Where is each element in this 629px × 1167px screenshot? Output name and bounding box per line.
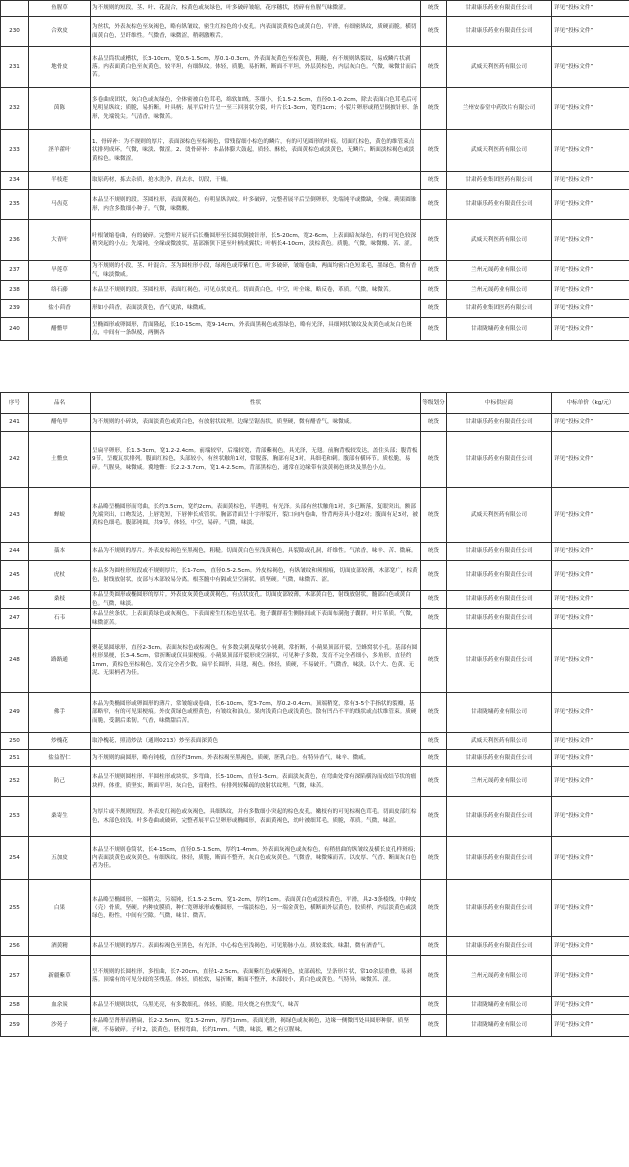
row-number: 259	[1, 1015, 29, 1037]
supplier: 甘肃康乐药业有限责任公司	[447, 937, 552, 956]
supplier: 甘肃康乐药业有限责任公司	[447, 880, 552, 937]
table-row	[1, 956, 629, 997]
row-number: 244	[1, 543, 29, 561]
drug-description: 本品呈不规则块状，乌黑光亮，有多数细孔。体轻，质脆。用火烧之有焦发气，味苦	[91, 997, 421, 1015]
grade: 统货	[421, 937, 447, 956]
row-number: 242	[1, 432, 29, 488]
table-row	[1, 130, 629, 172]
grade: 统货	[421, 300, 447, 318]
drug-description: 为不规则的小碎块，表面淡黄色或黄白色，有放射状纹理。边缘呈锯齿状，质坚硬，微有醋香气，味微咸。	[91, 414, 421, 432]
grade: 统货	[421, 414, 447, 432]
table-row	[1, 414, 629, 432]
table-row	[1, 88, 629, 130]
supplier: 甘肃康乐药业有限责任公司	[447, 1, 552, 17]
price: 详见“投标文件”	[552, 414, 629, 432]
grade: 统货	[421, 609, 447, 629]
drug-description: 本品略呈肾形而稍扁，长2-2.5mm，宽1.5-2mm，厚约1mm。表面光滑，褐绿色或灰褐色，边缘一侧微凹处具圆形种脐。质坚硬，不易破碎。子叶2，淡黄色，胚根弯曲，长约1mm。气微，味淡，嚼之有豆腥味。	[91, 1015, 421, 1037]
drug-description: 本品呈不规则的厚片。表面棕褐色至黑色，有光泽，中心棕色至浅褐色，可见筋脉小点。质较柔软。味甜，微有酒香气。	[91, 937, 421, 956]
row-number: 246	[1, 591, 29, 609]
supplier: 武威天利医药有限公司	[447, 220, 552, 261]
drug-name: 土鳖虫	[29, 432, 91, 488]
drug-table-top	[0, 0, 629, 341]
drug-name: 血余炭	[29, 997, 91, 1015]
grade: 统货	[421, 220, 447, 261]
table-row	[1, 693, 629, 733]
drug-name: 盐益智仁	[29, 750, 91, 767]
supplier: 武威天利医药有限公司	[447, 47, 552, 88]
supplier: 甘肃药业集团医药有限公司	[447, 300, 552, 318]
grade: 统货	[421, 956, 447, 997]
supplier: 甘肃康乐药业有限责任公司	[447, 190, 552, 220]
supplier: 武威天利医药有限公司	[447, 488, 552, 543]
table-row	[1, 1, 629, 17]
price: 详见“投标文件”	[552, 220, 629, 261]
drug-description: 为不规则的短段，茎、叶、花混合，棕黄色或灰绿色，叶多破碎皱缩，花序穗状，搓碎有鱼腥气味微涩。	[91, 1, 421, 17]
supplier: 甘肃陇墉药业有限公司	[447, 318, 552, 341]
supplier: 兰州元晟药业有限公司	[447, 261, 552, 281]
table-row	[1, 488, 629, 543]
price: 详见“投标文件”	[552, 17, 629, 47]
row-number: 238	[1, 281, 29, 300]
price: 详见“投标文件”	[552, 750, 629, 767]
table-row	[1, 561, 629, 591]
supplier: 甘肃康乐药业有限责任公司	[447, 629, 552, 693]
price: 详见“投标文件”	[552, 190, 629, 220]
drug-name: 旱莲草	[29, 261, 91, 281]
grade: 统货	[421, 190, 447, 220]
drug-name: 藁本	[29, 543, 91, 561]
row-number: 245	[1, 561, 29, 591]
supplier: 甘肃康乐药业有限责任公司	[447, 432, 552, 488]
grade: 统货	[421, 88, 447, 130]
drug-name: 佛手	[29, 693, 91, 733]
price: 详见“投标文件”	[552, 767, 629, 797]
table-header-row	[1, 393, 629, 414]
price: 详见“投标文件”	[552, 318, 629, 341]
grade: 统货	[421, 432, 447, 488]
price: 详见“投标文件”	[552, 880, 629, 937]
row-number: 250	[1, 733, 29, 750]
table-row	[1, 837, 629, 880]
grade: 统货	[421, 797, 447, 837]
row-number: 252	[1, 767, 29, 797]
grade: 统货	[421, 880, 447, 937]
table-row	[1, 997, 629, 1015]
grade: 统货	[421, 1, 447, 17]
drug-name: 炒槐花	[29, 733, 91, 750]
price: 详见“投标文件”	[552, 281, 629, 300]
grade: 统货	[421, 767, 447, 797]
supplier: 兰州元晟药业有限公司	[447, 281, 552, 300]
drug-description: 本品为不规则的厚片。外表皮棕褐色至黑褐色，粗糙。切面黄白色至浅黄褐色，具裂隙或孔洞，纤维性。气浓香，味辛、苦、微麻。	[91, 543, 421, 561]
drug-description: 本品呈类圆形或椭圆形的厚片。外表皮灰黄色或黄褐色，有点状皮孔。切面皮部较薄，木部黄白色，射线放射状，髓部白色或黄白色。气微，味淡。	[91, 591, 421, 609]
row-number: 234	[1, 172, 29, 190]
price: 详见“投标文件”	[552, 261, 629, 281]
price: 详见“投标文件”	[552, 47, 629, 88]
drug-name: 石韦	[29, 609, 91, 629]
price: 详见“投标文件”	[552, 693, 629, 733]
row-number: 240	[1, 318, 29, 341]
table-row	[1, 47, 629, 88]
drug-description: 形如小茴香，表面淡黄色，香气更浓，味微咸。	[91, 300, 421, 318]
drug-description: 取原药材，拣去杂质，抢水洗净，润去水，切段，干燥。	[91, 172, 421, 190]
drug-name: 桑寄生	[29, 797, 91, 837]
supplier: 甘肃康乐药业有限责任公司	[447, 17, 552, 47]
grade: 统货	[421, 47, 447, 88]
grade: 统货	[421, 543, 447, 561]
row-number: 232	[1, 88, 29, 130]
drug-description: 呈扁平卵形，长1.3-3cm，宽1.2-2.4cm。前端较窄，后端较宽，背部紫褐色，具光泽，无翅。前胸背板较发达，盖住头部；腹背板9节，呈覆瓦状排列。腹面红棕色，头部较小，有丝状触角1对，常脱落，胸部有足3对，具细毛和刺。腹部有横环节。质松脆，易碎。气腥臭，味微咸。冀地鳖：长2.2-3.7cm，宽1.4-2.5cm。背部黑棕色，通常在边缘带有淡黄褐色斑块及黑色小点。	[91, 432, 421, 488]
supplier: 甘肃康乐药业有限责任公司	[447, 609, 552, 629]
grade: 统货	[421, 261, 447, 281]
supplier: 甘肃药业集团医药有限公司	[447, 172, 552, 190]
grade: 统货	[421, 130, 447, 172]
price: 详见“投标文件”	[552, 1, 629, 17]
table-row	[1, 261, 629, 281]
table-row	[1, 172, 629, 190]
supplier: 甘肃陇墉药业有限公司	[447, 693, 552, 733]
grade: 统货	[421, 281, 447, 300]
header-price: 中标单价（kg/元）	[552, 393, 629, 414]
table-row	[1, 880, 629, 937]
price: 详见“投标文件”	[552, 937, 629, 956]
grade: 统货	[421, 837, 447, 880]
supplier: 甘肃康乐药业有限责任公司	[447, 414, 552, 432]
drug-name: 合欢皮	[29, 17, 91, 47]
table-row	[1, 220, 629, 261]
drug-name: 醋鳖甲	[29, 318, 91, 341]
drug-description: 本品呈不规则卷筒状，长4-15cm，直径0.5-1.5cm，厚约1-4mm。外表面灰褐色或灰棕色，有稍扭曲的纵皱纹及横长皮孔样斑痕；内表面淡黄色或灰黄色，有细纵纹。体轻，质脆，断面不整齐，灰白色或灰黄色。气微香，味微辣而苦。以皮厚、气香、断面灰白色者为佳。	[91, 837, 421, 880]
row-number: 256	[1, 937, 29, 956]
header-supplier: 中标供应商	[447, 393, 552, 414]
price: 详见“投标文件”	[552, 172, 629, 190]
drug-description: 取净槐花，照清炒法（通则0213）炒至表面深黄色	[91, 733, 421, 750]
drug-description: 本品略呈椭圆形而弯曲，长约3.5cm，宽约2cm。表面黄棕色，半透明，有光泽。头部有丝状触角1对，多已断落，复眼突出。额部先端突出，口吻发达，上唇宽短，下唇伸长成管状。胸部背面呈十字形裂开，裂口向内卷曲，脊背两旁具小翅2对；腹面有足3对，被黄棕色细毛。腹部钝圆，共9节。体轻，中空，易碎。气微，味淡。	[91, 488, 421, 543]
drug-name: 五加皮	[29, 837, 91, 880]
drug-name: 盐小茴香	[29, 300, 91, 318]
drug-description: 1、骨碎补：为不规则的厚片，表面深棕色至棕褐色，常残留细小棕色的鳞片，有的可见圆形的叶痕。切面红棕色，黄色的维管束点状排列成环。气微，味淡、微涩。2、烫骨碎补：本品体膨大鼓起，质轻、酥松，表面黄棕色或淡黄色，无鳞片，断面淡棕褐色或淡黄棕色。味微涩。	[91, 130, 421, 172]
drug-name: 茵陈	[29, 88, 91, 130]
drug-description: 本品多为圆柱形短段或不规则厚片，长1-7cm，直径0.5-2.5cm。外皮棕褐色，有纵皱纹和须根痕，切面皮部较薄，木部宽广，棕黄色，射线放射状，皮部与木部较易分离。根茎髓中有隔或呈空洞状。质坚硬。气微，味微苦、涩。	[91, 561, 421, 591]
table-row	[1, 797, 629, 837]
table-row	[1, 937, 629, 956]
drug-description: 为不规则的小段，茎、叶混合。茎为圆柱形小段，绿褐色或带紫红色。叶多破碎，皱缩卷曲，两面均密白色短柔毛，墨绿色，微有香气，味淡微咸。	[91, 261, 421, 281]
grade: 统货	[421, 488, 447, 543]
row-number: 237	[1, 261, 29, 281]
price: 详见“投标文件”	[552, 837, 629, 880]
supplier: 甘肃陇墉药业有限公司	[447, 1015, 552, 1037]
drug-description: 呈椭圆形或卵圆形，背面隆起，长10-15cm，宽9-14cm。外表面黑褐色或墨绿色，略有光泽，具细网状皱纹及灰黄色或灰白色斑点，中间有一条纵棱，两侧各	[91, 318, 421, 341]
price: 详见“投标文件”	[552, 609, 629, 629]
drug-description: 聚花果圆球形，直径2-3cm。表面灰棕色或棕褐色，有多数尖刺及喙状小钝刺，常折断，小蒴果顶部开裂，呈蜂窝状小孔。基部有圆柱形果梗，长3-4.5cm，常折断或仅具果梗痕。小蒴果顶部开裂形成空洞状，可见种子多数，发育不完全者细小，多角形，直径约1mm，黄棕色至棕褐色，发育完全者少数，扁平长圆形，具翅，褐色。体轻，质硬，不易破开。气微香，味淡。以个大、色黄、无泥、无果柄者为佳。	[91, 629, 421, 693]
table-row	[1, 318, 629, 341]
drug-description: 叶根皱缩卷曲，有的破碎。完整叶片展开后长椭圆形至长圆状倒披针形，长5-20cm，宽2-6cm，上表面暗灰绿色，有的可见色较深稍突起的小点；先端钝，全缘或微波状，基部渐狭下延至叶柄成翼状；叶柄长4-10cm，淡棕黄色。质脆。气微，味微酸、苦、涩。	[91, 220, 421, 261]
drug-description: 本品呈筒状或槽状，长3-10cm，宽0.5-1.5cm，厚0.1-0.3cm。外表面灰黄色至棕黄色，粗糙，有不规则纵裂纹，易成鳞片状剥落。内表面黄白色至灰黄色，较平坦，有细纵纹。体轻，质脆，易折断，断面不平坦，外层黄棕色，内层灰白色。气微，味微甘而后苦。	[91, 47, 421, 88]
row-number: 235	[1, 190, 29, 220]
grade: 统货	[421, 997, 447, 1015]
price: 详见“投标文件”	[552, 432, 629, 488]
supplier: 甘肃康乐药业有限责任公司	[447, 797, 552, 837]
grade: 统货	[421, 591, 447, 609]
header-desc: 性状	[91, 393, 421, 414]
table-row	[1, 591, 629, 609]
table-row	[1, 300, 629, 318]
table-row	[1, 767, 629, 797]
drug-description: 为厚片或不规则短段。外表皮红褐色或灰褐色，具细纵纹，并有多数细小突起的棕色皮孔，嫩枝有的可见棕褐色茸毛。切面皮部红棕色，木部色较浅。叶多卷曲或破碎，完整者展平后呈卵形或椭圆形，表面黄褐色，幼叶被细茸毛，质脆，革质。气微，味涩。	[91, 797, 421, 837]
grade: 统货	[421, 693, 447, 733]
drug-name: 蝉蜕	[29, 488, 91, 543]
price: 详见“投标文件”	[552, 797, 629, 837]
price: 详见“投标文件”	[552, 591, 629, 609]
header-no: 序号	[1, 393, 29, 414]
price: 详见“投标文件”	[552, 1015, 629, 1037]
table-row	[1, 609, 629, 629]
row-number: 239	[1, 300, 29, 318]
drug-description: 为不规则的扁圆形，略有钝棱，直径约3mm。外表棕褐至黑褐色，质硬，胚乳白色。有特异香气，味辛、微咸。	[91, 750, 421, 767]
row-number: 247	[1, 609, 29, 629]
row-number: 253	[1, 797, 29, 837]
row-number: 255	[1, 880, 29, 937]
drug-name: 马齿苋	[29, 190, 91, 220]
table-row	[1, 733, 629, 750]
price: 详见“投标文件”	[552, 130, 629, 172]
drug-name: 鱼腥草	[29, 1, 91, 17]
supplier: 甘肃康乐药业有限责任公司	[447, 837, 552, 880]
drug-description: 多卷曲成团状，灰白色或灰绿色，全体密被白色茸毛，绵软如绒。茎细小，长1.5-2.5cm，直径0.1-0.2cm，除去表面白色茸毛后可见明显纵纹；质脆，易折断。叶具柄；展平后叶片呈一至三回羽状分裂，叶片长1-3cm，宽约1cm；小裂片卵形或稍呈倒披针形、条形，先端锐尖。气清香，味微苦。	[91, 88, 421, 130]
grade: 统货	[421, 750, 447, 767]
price: 详见“投标文件”	[552, 488, 629, 543]
drug-name: 桑枝	[29, 591, 91, 609]
supplier: 武威天利医药有限公司	[447, 733, 552, 750]
header-name: 品名	[29, 393, 91, 414]
price: 详见“投标文件”	[552, 629, 629, 693]
supplier: 兰州安泰堂中药饮片有限公司	[447, 88, 552, 130]
row-number: 257	[1, 956, 29, 997]
drug-description: 呈不规则的长圆柱形，多扭曲，长7-20cm，直径1-2.5cm。表面紫红色或紫褐色，皮部疏松，呈条形片状，常10余层重叠，易剥落。顶端有的可见分歧的茎残基。体轻，质松软，易折断，断面不整齐，木部较小，黄白色或黄色。气特异，味微苦、涩。	[91, 956, 421, 997]
row-number: 230	[1, 17, 29, 47]
supplier: 武威天利医药有限公司	[447, 130, 552, 172]
row-number	[1, 1, 29, 17]
drug-name: 防己	[29, 767, 91, 797]
drug-name: 白果	[29, 880, 91, 937]
grade: 统货	[421, 172, 447, 190]
drug-name: 络石藤	[29, 281, 91, 300]
row-number: 236	[1, 220, 29, 261]
table-row	[1, 543, 629, 561]
table-row	[1, 432, 629, 488]
table-row	[1, 281, 629, 300]
price: 详见“投标文件”	[552, 300, 629, 318]
price: 详见“投标文件”	[552, 543, 629, 561]
price: 详见“投标文件”	[552, 733, 629, 750]
row-number: 243	[1, 488, 29, 543]
grade: 统货	[421, 629, 447, 693]
grade: 统货	[421, 561, 447, 591]
supplier: 兰州元晟药业有限公司	[447, 956, 552, 997]
drug-name: 淫羊藿叶	[29, 130, 91, 172]
header-grade: 等级划分	[421, 393, 447, 414]
drug-description: 本品呈不规则的段。茎圆柱形，表面黄褐色，有明显纵沟纹。叶多破碎，完整者展平后呈倒卵形，先端钝平或微缺，全缘。蒴果圆锥形，内含多数细小种子。气微，味微酸。	[91, 190, 421, 220]
drug-name: 新疆紫草	[29, 956, 91, 997]
supplier: 甘肃康乐药业有限责任公司	[447, 591, 552, 609]
drug-name: 醋龟甲	[29, 414, 91, 432]
drug-name: 酒黄精	[29, 937, 91, 956]
supplier: 甘肃陇墉药业有限公司	[447, 997, 552, 1015]
table-row	[1, 190, 629, 220]
drug-description: 本品为类椭圆形或卵圆形的薄片，常皱缩或卷曲，长6-10cm，宽3-7cm，厚0.2-0.4cm。顶端稍宽，常有3-5个手指状的裂瓣，基部略窄，有的可见果梗痕。外皮黄绿色或橙黄色，有皱纹和油点。果肉浅黄白色或浅黄色，散有凹凸不平的线状或点状维管束。质硬而脆，受潮后柔韧。气香，味微甜后苦。	[91, 693, 421, 733]
price: 详见“投标文件”	[552, 956, 629, 997]
drug-name: 虎杖	[29, 561, 91, 591]
supplier: 甘肃康乐药业有限责任公司	[447, 543, 552, 561]
table-row	[1, 629, 629, 693]
table-row	[1, 1015, 629, 1037]
drug-description: 本品呈丝条状。上表面黄绿色或灰褐色，下表面密生红棕色星状毛。孢子囊群着生侧脉间或下表面布满孢子囊群。叶片革质。气微，味微涩苦。	[91, 609, 421, 629]
row-number: 258	[1, 997, 29, 1015]
row-number: 254	[1, 837, 29, 880]
drug-description: 本品呈不规则圆柱形、半圆柱形或块状，多弯曲，长5-10cm，直径1-5cm。表面淡灰黄色，在弯曲处常有深陷横沟而成结节状的瘤块样。体重，质坚实，断面平坦，灰白色，富粉性，有排列较稀疏的放射状纹理。气微，味苦。	[91, 767, 421, 797]
supplier: 甘肃康乐药业有限责任公司	[447, 561, 552, 591]
row-number: 248	[1, 629, 29, 693]
price: 详见“投标文件”	[552, 88, 629, 130]
row-number: 241	[1, 414, 29, 432]
grade: 统货	[421, 733, 447, 750]
grade: 统货	[421, 318, 447, 341]
row-number: 231	[1, 47, 29, 88]
drug-name: 半枝莲	[29, 172, 91, 190]
row-number: 249	[1, 693, 29, 733]
drug-description: 为丝状，外表灰棕色至灰褐色，略有纵皱纹，密生红棕色的小皮孔。内表面淡黄棕色或黄白色，平滑，有细密纵纹，质硬而脆。横切面黄白色，呈纤维性。气微香，味微涩，稍刺激喉舌。	[91, 17, 421, 47]
drug-name: 大青叶	[29, 220, 91, 261]
drug-description: 本品略呈椭圆形，一端稍尖，另端钝，长1.5-2.5cm，宽1-2cm，厚约1cm。表面黄白色或淡棕黄色，平滑，具2-3条棱线。中种皮（壳）骨质，坚硬。内种皮膜质，种仁宽卵球形或椭圆形，一端淡棕色，另一端金黄色，横断面外层黄色，胶质样，内层淡黄色或淡绿色，粉性，中间有空隙。气微，味甘、微苦。	[91, 880, 421, 937]
supplier: 甘肃康乐药业有限责任公司	[447, 750, 552, 767]
drug-name: 沙苑子	[29, 1015, 91, 1037]
drug-description: 本品呈不规则的段。茎圆柱形，表面红褐色，可见点状皮孔。切面黄白色，中空，叶全缘，略反卷，革质。气微，味微苦。	[91, 281, 421, 300]
row-number: 251	[1, 750, 29, 767]
price: 详见“投标文件”	[552, 997, 629, 1015]
row-number: 233	[1, 130, 29, 172]
price: 详见“投标文件”	[552, 561, 629, 591]
grade: 统货	[421, 17, 447, 47]
drug-table-bottom	[0, 392, 629, 1037]
grade: 统货	[421, 1015, 447, 1037]
table-row	[1, 750, 629, 767]
drug-name: 地骨皮	[29, 47, 91, 88]
drug-name: 路路通	[29, 629, 91, 693]
table-row	[1, 17, 629, 47]
supplier: 兰州元晟药业有限公司	[447, 767, 552, 797]
